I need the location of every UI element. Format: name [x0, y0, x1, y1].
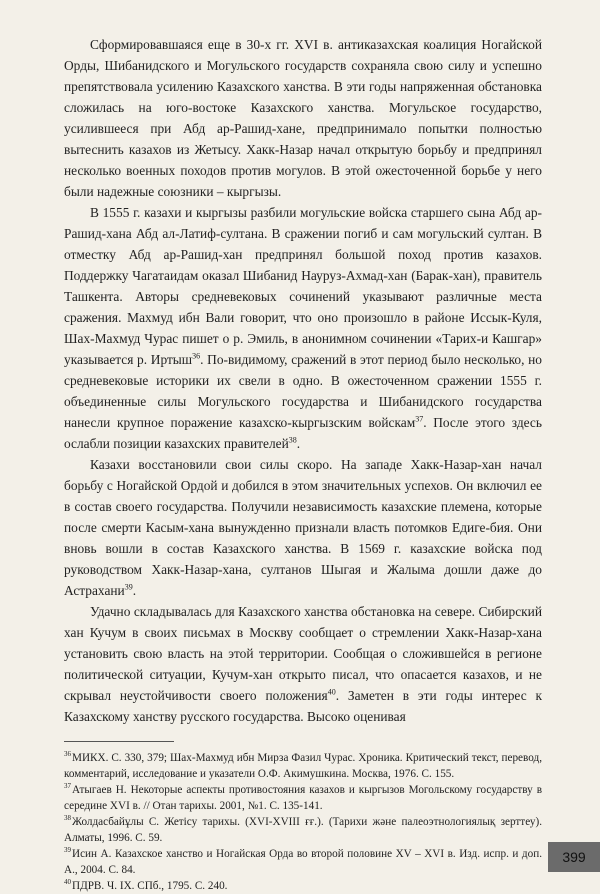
footnote-text: Исин А. Казахское ханство и Ногайская Орда во второй половине XV – XVI в. Изд. испр. и доп. А., 2004. С. 84.: [64, 848, 542, 876]
page-content: [64, 34, 542, 894]
footnote-number: 36: [64, 750, 71, 759]
paragraph-text: . Заметен в эти годы интерес к Казахскому ханству русского государства. Высоко оценивая: [64, 688, 542, 724]
paragraph: [64, 34, 542, 202]
paragraph: [64, 454, 542, 601]
footnote: [64, 846, 542, 878]
page-number: 399: [548, 842, 600, 872]
footnotes: [64, 750, 542, 894]
footnote-number: 37: [64, 782, 71, 791]
footnote-number: 40: [64, 878, 71, 887]
paragraph: [64, 202, 542, 454]
footnote-separator: [64, 741, 174, 742]
body-text: [64, 34, 542, 727]
footnote-text: ПДРВ. Ч. IX. СПб., 1795. С. 240.: [72, 880, 228, 892]
paragraph-text: Сформировавшаяся еще в 30-х гг. XVI в. антиказахская коалиция Ногайской Орды, Шибанидского и Могульского государств сохраняла свою силу и успешно препятствовала усилению Казахского ханства. В эти годы напряженная обстановка сложилась на юго-востоке Казахского ханства. Могульское государство, усилившееся при Абд ар-Рашид-хане, предпринимало попытки полностью вытеснить казахов из Жетысу. Хакк-Назар начал открытую борьбу и предпринял несколько военных походов против могулов. В этой ожесточенной борьбе у него были надежные союзники – кыргызы.: [64, 37, 542, 199]
paragraph: [64, 601, 542, 727]
footnote-ref[interactable]: 40: [327, 687, 336, 697]
paragraph-text: . После этого здесь ослабли позиции казахских правителей: [64, 415, 542, 451]
footnote-ref[interactable]: 37: [415, 414, 424, 424]
footnote-number: 38: [64, 814, 71, 823]
footnote: [64, 750, 542, 782]
paragraph-text: Казахи восстановили свои силы скоро. На западе Хакк-Назар-хан начал борьбу с Ногайской Ордой и добился в этом значительных успехов. Он включил ее в состав своего государства. Получили независимость казахские племена, которые после смерти Касым-хана вынужденно признали власть потомков Едиге-бия. Они вновь вошли в состав Казахского ханства. В 1569 г. казахские войска под руководством Хакк-Назар-хана, султанов Шыгая и Жалыма дошли даже до Астрахани: [64, 457, 542, 598]
footnote-number: 39: [64, 846, 71, 855]
paragraph-text: В 1555 г. казахи и кыргызы разбили могульские войска старшего сына Абд ар-Рашид-хана Абд ал-Латиф-султана. В сражении погиб и сам могульский султан. В отместку Абд ар-Рашид-хан предпринял большой поход против казахов. Поддержку Чагатаидам оказал Шибанид Науруз-Ахмад-хан (Барак-хан), правитель Ташкента. Авторы средневековых сочинений указывают различные места сражения. Махмуд ибн Вали говорит, что оно произошло в районе Иссык-Куля, Шах-Махмуд Чурас пишет о р. Эмиль, в анонимном сочинении «Тарих-и Кашгар» указывается р. Иртыш: [64, 205, 542, 367]
footnote-ref[interactable]: 36: [192, 351, 201, 361]
footnote-ref[interactable]: 39: [124, 582, 133, 592]
paragraph-text: .: [296, 436, 301, 451]
footnote-text: Жолдасбайұлы С. Жетісу тарихы. (XVI-XVIII ғғ.). (Тарихи және палеоэтнологиялық зерттеу). Алматы, 1996. С. 59.: [64, 816, 542, 844]
footnote-text: Атыгаев Н. Некоторые аспекты противостояния казахов и кыргызов Могольскому государству в середине XVI в. // Отан тарихы. 2001, №1. С. 135-141.: [64, 784, 542, 812]
footnote-ref[interactable]: 38: [288, 435, 297, 445]
paragraph-text: Удачно складывалась для Казахского ханства обстановка на севере. Сибирский хан Кучум в своих письмах в Москву сообщает о стремлении Хакк-Назар-хана установить свою власть на этой территории. Сообщая о сложившейся в регионе политической ситуации, Кучум-хан открыто писал, что опасается казахов, и не скрывал неустойчивости своего положения: [64, 604, 542, 703]
footnote-text: МИКХ. С. 330, 379; Шах-Махмуд ибн Мирза Фазил Чурас. Хроника. Критический текст, перевод, комментарий, исследование и указатели О.Ф. Акимушкина. Москва, 1976. С. 155.: [64, 752, 542, 780]
footnote: [64, 878, 542, 894]
paragraph-text: . По-видимому, сражений в этот период было несколько, но средневековые историки их свели в одно. В ожесточенном сражении 1555 г. объединенные силы Могульского государства и Шибанидского государства нанесли крупное поражение казахско-кыргызским войскам: [64, 352, 542, 430]
footnote: [64, 814, 542, 846]
footnote: [64, 782, 542, 814]
paragraph-text: .: [132, 583, 137, 598]
